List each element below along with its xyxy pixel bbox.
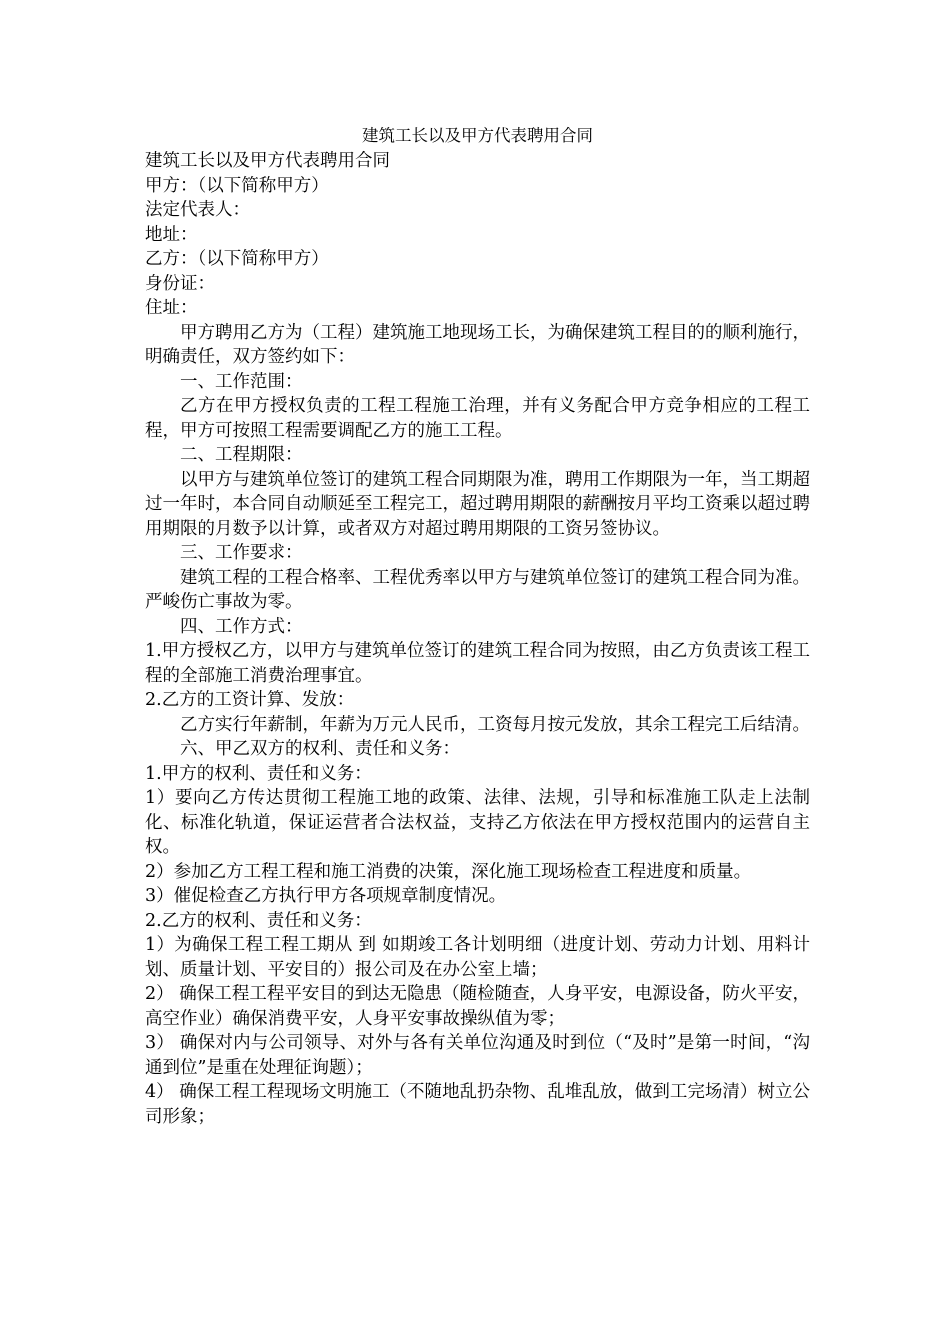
document-paragraph: 法定代表人： bbox=[145, 200, 250, 220]
document-paragraph: 2.乙方的工资计算、发放： bbox=[145, 690, 355, 710]
document-title: 建筑工长以及甲方代表聘用合同 bbox=[362, 126, 593, 145]
document-paragraph: 身份证： bbox=[145, 273, 215, 294]
document-paragraph: 4） 确保工程工程现场文明施工（不随地乱扔杂物、乱堆乱放，做到工完场清）树立公司形象； bbox=[145, 1082, 810, 1127]
document-paragraph: 甲方聘用乙方为（工程）建筑施工地现场工长，为确保建筑工程目的的顺利施行，明确责任，双方签约如下： bbox=[145, 322, 810, 367]
document-body bbox=[145, 149, 810, 1129]
document-paragraph: 地址： bbox=[145, 224, 198, 245]
document-paragraph: 乙方：（以下简称甲方） bbox=[145, 249, 329, 269]
document-paragraph: 建筑工程的工程合格率、工程优秀率以甲方与建筑单位签订的建筑工程合同为准。严峻伤亡事故为零。 bbox=[145, 567, 810, 612]
document-paragraph: 三、工作要求： bbox=[180, 543, 303, 563]
document-paragraph: 六、甲乙双方的权利、责任和义务： bbox=[180, 739, 460, 759]
document-paragraph: 1）为确保工程工程工期从 到 如期竣工各计划明细（进度计划、劳动力计划、用料计划、质量计划、平安目的）报公司及在办公室上墙； bbox=[145, 935, 810, 980]
document-paragraph: 住址： bbox=[145, 298, 198, 318]
document-paragraph: 乙方实行年薪制，年薪为万元人民币，工资每月按元发放，其余工程完工后结清。 bbox=[180, 714, 810, 735]
document-paragraph: 2） 确保工程工程平安目的到达无隐患（随检随查，人身平安，电源设备，防火平安，高空作业）确保消费平安，人身平安事故操纵值为零； bbox=[145, 984, 810, 1029]
document-paragraph: 一、工作范围： bbox=[180, 371, 303, 392]
document-paragraph: 2）参加乙方工程工程和施工消费的决策，深化施工现场检查工程进度和质量。 bbox=[145, 861, 752, 882]
document-paragraph: 1）要向乙方传达贯彻工程施工地的政策、法律、法规，引导和标准施工队走上法制化、标准化轨道，保证运营者合法权益，支持乙方依法在甲方授权范围内的运营自主权。 bbox=[145, 788, 810, 857]
document-paragraph: 1.甲方授权乙方，以甲方与建筑单位签订的建筑工程合同为按照，由乙方负责该工程工程的全部施工消费治理事宜。 bbox=[145, 641, 810, 686]
document-paragraph: 二、工程期限： bbox=[180, 445, 303, 465]
document-paragraph: 2.乙方的权利、责任和义务： bbox=[145, 910, 372, 931]
document-paragraph: 建筑工长以及甲方代表聘用合同 bbox=[145, 151, 390, 171]
document-paragraph: 乙方在甲方授权负责的工程工程施工治理，并有义务配合甲方竞争相应的工程工程，甲方可按照工程需要调配乙方的施工工程。 bbox=[145, 396, 810, 441]
document-paragraph: 1.甲方的权利、责任和义务： bbox=[145, 763, 372, 784]
document-paragraph: 甲方：（以下简称甲方） bbox=[145, 175, 329, 196]
document-paragraph: 四、工作方式： bbox=[180, 616, 303, 637]
document-paragraph: 3）催促检查乙方执行甲方各项规章制度情况。 bbox=[145, 886, 507, 906]
document-paragraph: 以甲方与建筑单位签订的建筑工程合同期限为准，聘用工作期限为一年，当工期超过一年时，本合同自动顺延至工程完工，超过聘用期限的薪酬按月平均工资乘以超过聘用期限的月数予以计算，或者双方对超过聘用期限的工资另签协议。 bbox=[145, 469, 810, 539]
document-paragraph: 3） 确保对内与公司领导、对外与各有关单位沟通及时到位（“及时”是第一时间，“沟通到位”是重在处理征询题）； bbox=[145, 1033, 810, 1078]
